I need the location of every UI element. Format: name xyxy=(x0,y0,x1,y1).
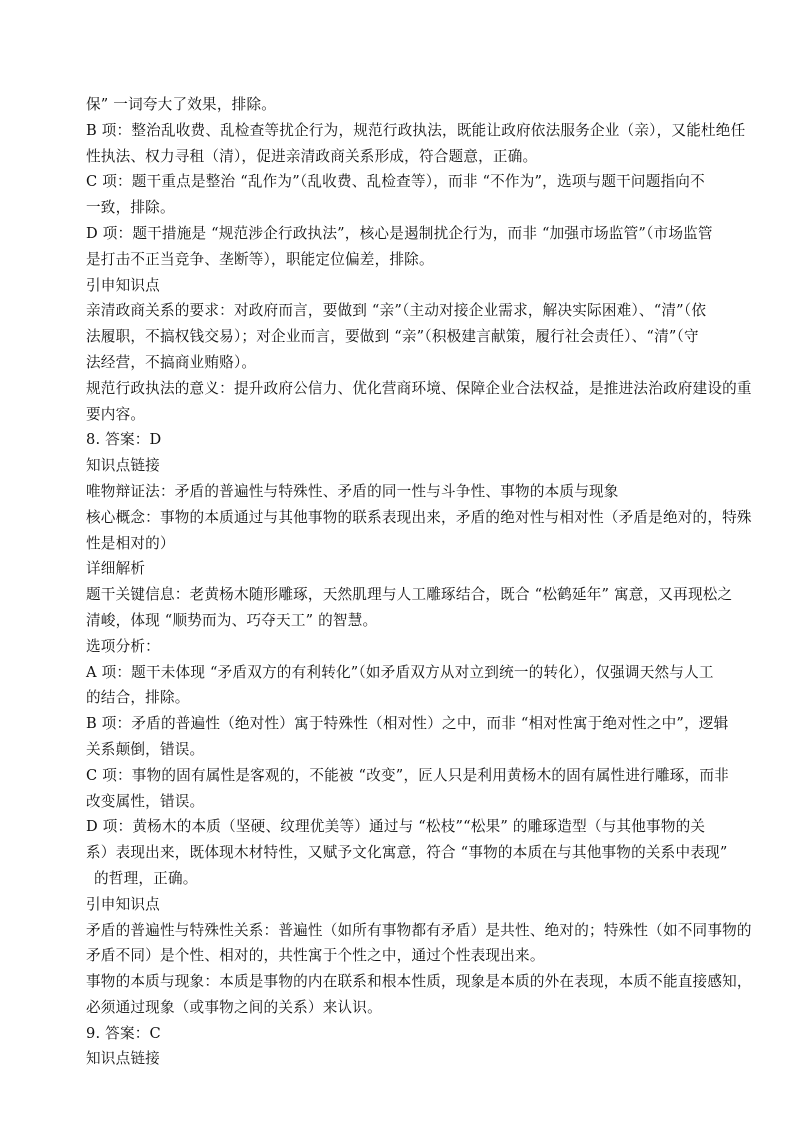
text-line: D 项：题干措施是 “规范涉企行政执法”，核心是遏制扰企行为，而非 “加强市场监管”（市场监管 xyxy=(86,224,713,242)
text-line: C 项：题干重点是整治 “乱作为”（乱收费、乱检查等），而非 “不作为”，选项与题干问题指向不 xyxy=(86,173,705,191)
text-line: 性执法、权力寻租（清），促进亲清政商关系形成，符合题意，正确。 xyxy=(86,147,538,165)
section-heading: 知识点链接 xyxy=(86,1050,160,1068)
text-line: 保” 一词夸大了效果，排除。 xyxy=(86,96,277,113)
text-line: D 项：黄杨木的本质（坚硬、纹理优美等）通过与 “松枝”“松果” 的雕琢造型（与其他事物的关 xyxy=(86,818,706,836)
text-line: 法经营，不搞商业贿赂）。 xyxy=(86,353,257,371)
answer-line: 9. 答案：C xyxy=(86,1024,161,1042)
text-line: B 项：整治乱收费、乱检查等扰企行为，规范行政执法，既能让政府依法服务企业（亲），又能杜绝任 xyxy=(86,121,746,139)
text-line: 一致，排除。 xyxy=(86,199,175,217)
answer-line: 8. 答案：D xyxy=(86,431,162,449)
text-line: 的哲理，正确。 xyxy=(94,869,198,887)
text-line: B 项：矛盾的普遍性（绝对性）寓于特殊性（相对性）之中，而非 “相对性寓于绝对性之中”，逻辑 xyxy=(86,715,729,733)
text-line: C 项：事物的固有属性是客观的，不能被 “改变”，匠人只是利用黄杨木的固有属性进行雕琢，而非 xyxy=(86,766,729,784)
text-line: 核心概念：事物的本质通过与其他事物的联系表现出来，矛盾的绝对性与相对性（矛盾是绝对的，特殊 xyxy=(86,508,752,526)
text-line: 性是相对的） xyxy=(86,534,175,552)
text-line: 系）表现出来，既体现木材特性，又赋予文化寓意，符合 “事物的本质在与其他事物的关系中表现” xyxy=(86,844,728,862)
text-line: A 项：题干未体现 “矛盾双方的有利转化”（如矛盾双方从对立到统一的转化），仅强调天然与人工 xyxy=(86,663,714,681)
text-line: 关系颠倒，错误。 xyxy=(86,740,205,758)
text-line: 法履职，不搞权钱交易）；对企业而言，要做到 “亲”（积极建言献策，履行社会责任）、“清”（守 xyxy=(86,328,699,346)
text-line: 必须通过现象（或事物之间的关系）来认识。 xyxy=(86,998,382,1016)
text-line: 事物的本质与现象：本质是事物的内在联系和根本性质，现象是本质的外在表现，本质不能直接感知， xyxy=(86,973,752,991)
text-line: 规范行政执法的意义：提升政府公信力、优化营商环境、保障企业合法权益，是推进法治政府建设的重 xyxy=(86,379,752,397)
text-line: 矛盾的普遍性与特殊性关系：普遍性（如所有事物都有矛盾）是共性、绝对的；特殊性（如不同事物的 xyxy=(86,921,752,939)
text-line: 要内容。 xyxy=(86,405,146,423)
section-heading: 选项分析： xyxy=(86,637,160,655)
text-line: 的结合，排除。 xyxy=(86,689,190,707)
text-line: 唯物辩证法：矛盾的普遍性与特殊性、矛盾的同一性与斗争性、事物的本质与现象 xyxy=(86,482,619,500)
text-line: 亲清政商关系的要求：对政府而言，要做到 “亲”（主动对接企业需求，解决实际困难）、“清”（依 xyxy=(86,302,707,320)
section-heading: 详细解析 xyxy=(86,560,146,578)
section-heading: 引申知识点 xyxy=(86,276,160,294)
text-line: 清峻，体现 “顺势而为、巧夺天工” 的智慧。 xyxy=(86,611,378,629)
text-line: 是打击不正当竞争、垄断等），职能定位偏差，排除。 xyxy=(86,250,434,268)
text-line: 矛盾不同）是个性、相对的，共性寓于个性之中，通过个性表现出来。 xyxy=(86,947,545,965)
section-heading: 引申知识点 xyxy=(86,895,160,913)
text-line: 改变属性，错误。 xyxy=(86,792,205,810)
text-line: 题干关键信息：老黄杨木随形雕琢，天然肌理与人工雕琢结合，既合 “松鹤延年” 寓意，又再现松之 xyxy=(86,586,733,604)
section-heading: 知识点链接 xyxy=(86,457,160,475)
